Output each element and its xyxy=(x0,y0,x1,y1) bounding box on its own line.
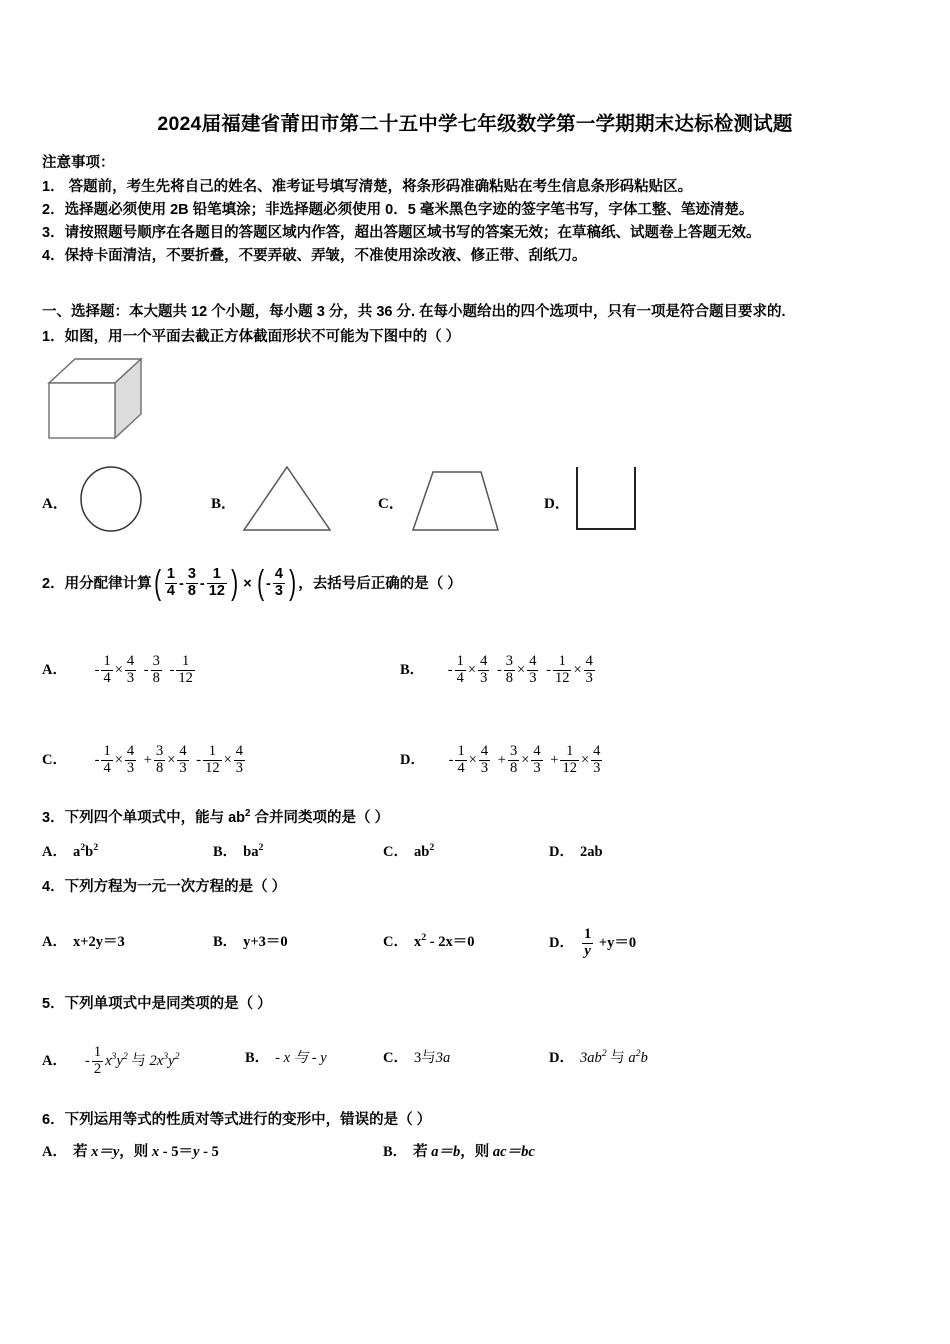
question-5-option-b-text: - x 与 - y xyxy=(275,1050,327,1066)
page-title: 2024届福建省莆田市第二十五中学七年级数学第一学期期末达标检测试题 xyxy=(157,113,793,135)
question-1-option-d-letter: D． xyxy=(544,496,570,512)
close-paren: ) xyxy=(231,563,239,602)
question-6-option-b-letter: B． xyxy=(383,1144,408,1160)
question-6-option-b xyxy=(383,1140,535,1161)
question-3-option-d xyxy=(549,840,603,861)
minus-sign-2: - xyxy=(199,575,205,592)
question-2-option-d-expr: - $\frac{1}{4}$ × $\frac{4}{3}$ + $\frac{3}{8}$ × $\frac{4}{3}$ + $\frac{1}{12}$ × $\frac{4}{3}$ xyxy=(448,743,601,776)
question-2-option-a-expr: - $\frac{1}{4}$ × $\frac{4}{3}$ - $\frac{3}{8}$ - $\frac{1}{12}$ xyxy=(94,653,193,686)
question-1-option-a-letter: A． xyxy=(42,496,68,512)
question-3-option-b-text: $ba^2$ xyxy=(243,842,264,860)
triangle-icon xyxy=(240,464,334,534)
close-paren-2: ) xyxy=(289,563,297,602)
notice-block xyxy=(42,152,922,268)
question-2-option-c-letter: C． xyxy=(42,752,67,769)
question-4-option-c-letter: C． xyxy=(383,934,408,950)
question-5-option-b xyxy=(245,1046,327,1067)
question-5-stem xyxy=(42,992,272,1013)
question-4-option-c xyxy=(383,930,475,951)
cube-icon xyxy=(46,352,156,444)
question-4-option-d-letter: D． xyxy=(549,935,574,952)
question-5-option-c-letter: C． xyxy=(383,1050,408,1066)
question-5-option-b-letter: B． xyxy=(245,1050,270,1066)
notice-item-1: 1． 答题前，考生先将自己的姓名、准考证号填写清楚，将条形码准确粘贴在考生信息条形码粘贴区。 xyxy=(42,179,693,195)
question-6-option-a-text: 若 x＝y，则 x - 5＝y - 5 xyxy=(72,1144,219,1160)
fraction-4-3: $\frac{4}{3}$ xyxy=(274,566,283,599)
option-shape-circle xyxy=(75,464,147,539)
question-3-text: 下列四个单项式中，能与 $ab^2$ 合并同类项的是（ ） xyxy=(64,808,390,826)
question-2-option-a xyxy=(42,655,197,687)
question-3-number: 3． xyxy=(42,810,65,826)
question-3-option-a-letter: A． xyxy=(42,844,67,860)
question-5-option-c xyxy=(383,1046,450,1067)
question-5-option-a-letter: A． xyxy=(42,1053,67,1070)
question-4-option-d-text: $\frac{1}{y}$ +y＝0 xyxy=(583,926,637,959)
question-2-option-c-expr: - $\frac{1}{4}$ × $\frac{4}{3}$ + $\frac{3}{8}$ × $\frac{4}{3}$ - $\frac{1}{12}$ × $\frac{4}{3}$ xyxy=(94,743,244,776)
open-paren-2: ( xyxy=(256,563,264,602)
question-2-option-b-expr: - $\frac{1}{4}$ × $\frac{4}{3}$ - $\frac{3}{8}$ × $\frac{4}{3}$ - $\frac{1}{12}$ × $\frac{4}{3}$ xyxy=(447,653,593,686)
question-3-option-a-text: $a^2b^2$ xyxy=(72,842,99,860)
question-4-stem xyxy=(42,875,286,896)
question-4-text: 下列方程为一元一次方程的是（ ） xyxy=(64,879,287,895)
fraction-3-8: $\frac{3}{8}$ xyxy=(187,566,196,599)
question-3-option-c xyxy=(383,840,434,861)
question-3-stem xyxy=(42,806,389,827)
question-2-stem xyxy=(42,563,462,602)
question-2-option-d xyxy=(400,745,604,777)
trapezoid-icon xyxy=(408,464,502,534)
question-2-text-suffix: ，去括号后正确的是（ ） xyxy=(298,575,462,592)
question-6-option-b-text: 若 a＝b，则 ac＝bc xyxy=(413,1144,535,1160)
fraction-1-12: $\frac{1}{12}$ xyxy=(208,566,225,599)
question-1-text: 如图，用一个平面去截正方体截面形状不可能为下图中的（ ） xyxy=(64,329,461,345)
question-2-option-d-letter: D． xyxy=(400,752,425,769)
option-shape-trapezoid xyxy=(408,464,502,539)
question-4-number: 4． xyxy=(42,879,65,895)
option-shape-triangle xyxy=(240,464,334,539)
open-paren: ( xyxy=(153,563,161,602)
question-3-option-d-letter: D． xyxy=(549,844,574,860)
fraction-1-4: $\frac{1}{4}$ xyxy=(166,566,175,599)
question-5-option-a xyxy=(42,1046,180,1078)
question-4-option-a xyxy=(42,930,125,951)
notice-heading: 注意事项： xyxy=(42,155,115,171)
minus-sign: - xyxy=(178,575,184,592)
question-5-option-c-text: 3与3a xyxy=(413,1050,451,1066)
question-4-option-b xyxy=(213,930,288,951)
question-2-option-c xyxy=(42,745,247,777)
question-2-option-a-letter: A． xyxy=(42,662,67,679)
option-shape-u xyxy=(572,464,642,539)
cube-figure xyxy=(46,352,156,449)
question-3-option-b xyxy=(213,840,263,861)
notice-item-2: 2．选择题必须使用 2B 铅笔填涂；非选择题必须使用 0．5 毫米黑色字迹的签字笔书写，字体工整、笔迹清楚。 xyxy=(42,202,754,218)
question-5-option-d-letter: D． xyxy=(549,1050,574,1066)
question-5-text: 下列单项式中是同类项的是（ ） xyxy=(64,996,272,1012)
question-3-option-c-text: $ab^2$ xyxy=(413,842,435,860)
u-shape-icon xyxy=(572,464,642,534)
question-3-option-a xyxy=(42,840,98,861)
question-4-option-b-text: y+3＝0 xyxy=(243,934,288,950)
neg-sign: - xyxy=(266,575,271,592)
section-heading-multiple-choice: 一、选择题：本大题共 12 个小题，每小题 3 分，共 36 分. 在每小题给出的四个选项中，只有一项是符合题目要求的. xyxy=(42,304,786,320)
question-2-option-b-letter: B． xyxy=(400,662,425,679)
notice-item-3: 3．请按照题号顺序在各题目的答题区域内作答，超出答题区域书写的答案无效；在草稿纸、试题卷上答题无效。 xyxy=(42,225,761,241)
question-5-option-a-text: - $\frac{1}{2}$ $x^3y^2$ 与 $2x^3y^2$ xyxy=(84,1044,180,1077)
multiply-sign: × xyxy=(243,575,252,592)
question-1-stem xyxy=(42,325,460,346)
question-2-number: 2． xyxy=(42,575,65,592)
question-5-number: 5． xyxy=(42,996,65,1012)
question-4-option-a-letter: A． xyxy=(42,934,67,950)
question-5-option-d xyxy=(549,1046,648,1067)
question-1-option-c-letter: C． xyxy=(378,496,404,512)
question-3-option-d-text: 2ab xyxy=(579,844,603,860)
question-2-option-b xyxy=(400,655,597,687)
question-1-option-b-letter: B． xyxy=(211,496,237,512)
question-4-option-a-text: x+2y＝3 xyxy=(72,934,125,950)
circle-icon xyxy=(75,464,147,534)
question-6-option-a xyxy=(42,1140,219,1161)
question-6-option-a-letter: A． xyxy=(42,1144,67,1160)
question-5-option-d-text: $3ab^2$ 与 $a^2b$ xyxy=(579,1048,648,1066)
question-6-number: 6． xyxy=(42,1112,65,1128)
question-2-text-prefix: 用分配律计算 xyxy=(64,575,152,592)
question-1-number: 1． xyxy=(42,329,65,345)
question-3-option-b-letter: B． xyxy=(213,844,238,860)
question-6-stem xyxy=(42,1108,431,1129)
question-4-option-b-letter: B． xyxy=(213,934,238,950)
question-6-text: 下列运用等式的性质对等式进行的变形中，错误的是（ ） xyxy=(64,1112,432,1128)
question-3-option-c-letter: C． xyxy=(383,844,408,860)
question-4-option-c-text: $x^2 - 2x=0$ xyxy=(413,932,475,950)
notice-item-4: 4．保持卡面清洁，不要折叠，不要弄破、弄皱，不准使用涂改液、修正带、刮纸刀。 xyxy=(42,248,587,264)
question-4-option-d xyxy=(549,928,636,960)
